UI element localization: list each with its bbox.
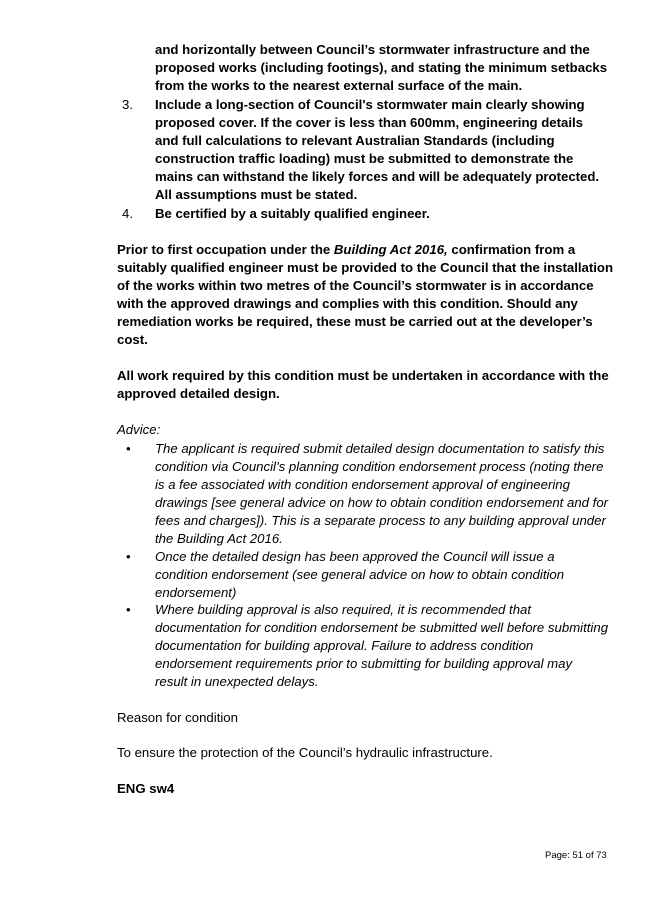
text-line: endorsement) — [155, 585, 237, 600]
text-line: All work required by this condition must be undertaken in accordance with the — [117, 368, 609, 383]
text-line: and horizontally between Council’s stormwater infrastructure and the — [155, 42, 590, 57]
list-number: 4. — [122, 206, 133, 221]
text-line: The applicant is required submit detailed design documentation to satisfy this — [155, 441, 605, 456]
text-line: Once the detailed design has been approved the Council will issue a — [155, 549, 555, 564]
bullet-icon: • — [126, 602, 131, 617]
page-number: Page: 51 of 73 — [545, 850, 607, 861]
text-line: All assumptions must be stated. — [155, 187, 358, 202]
reason-heading: Reason for condition — [117, 710, 238, 725]
text-line: construction traffic loading) must be submitted to demonstrate the — [155, 151, 574, 166]
text-line: Include a long-section of Council's stormwater main clearly showing — [155, 97, 585, 112]
text-line: documentation for building approval. Failure to address condition — [155, 638, 534, 653]
text-line: of the works within two metres of the Council’s stormwater is in accordance — [117, 278, 594, 293]
text-line: from the works to the nearest external surface of the main. — [155, 78, 523, 93]
text-line: proposed cover. If the cover is less than 600mm, engineering details — [155, 115, 584, 130]
condition-code: ENG sw4 — [117, 781, 175, 796]
text-line: mains can withstand the likely forces and will be adequately protected. — [155, 169, 600, 184]
advice-heading: Advice: — [117, 422, 161, 437]
list-number: 3. — [122, 97, 133, 112]
text-span: confirmation from a — [447, 242, 576, 257]
text-line: Be certified by a suitably qualified engineer. — [155, 206, 430, 221]
text-line: result in unexpected delays. — [155, 674, 319, 689]
text-line: cost. — [117, 332, 148, 347]
text-line: the Building Act 2016. — [155, 531, 283, 546]
bullet-icon: • — [126, 441, 131, 456]
text-span: Prior to first occupation under the — [117, 242, 334, 257]
act-name: Building Act 2016, — [333, 242, 448, 257]
text-line: is a fee associated with condition endorsement approval of engineering — [155, 477, 570, 492]
text-line — [117, 241, 575, 259]
text-line: with the approved drawings and complies with this condition. Should any — [117, 296, 578, 311]
text-line: condition via Council’s planning condition endorsement process (noting there — [155, 459, 604, 474]
text-line: suitably qualified engineer must be provided to the Council that the installation — [117, 260, 614, 275]
text-line: and full calculations to relevant Australian Standards (including — [155, 133, 555, 148]
text-line: approved detailed design. — [117, 386, 280, 401]
bullet-icon: • — [126, 549, 131, 564]
text-line: remediation works be required, these must be carried out at the developer’s — [117, 314, 593, 329]
text-line: proposed works (including footings), and stating the minimum setbacks — [155, 60, 608, 75]
text-line: fees and charges]). This is a separate process to any building approval under — [155, 513, 606, 528]
text-line: Where building approval is also required, it is recommended that — [155, 602, 532, 617]
reason-text: To ensure the protection of the Council’s hydraulic infrastructure. — [117, 745, 493, 760]
text-line: documentation for condition endorsement be submitted well before submitting — [155, 620, 609, 635]
text-line: condition endorsement (see general advice on how to obtain condition — [155, 567, 565, 582]
text-line: drawings [see general advice on how to obtain condition endorsement and for — [155, 495, 609, 510]
text-line: endorsement requirements prior to submitting for building approval may — [155, 656, 573, 671]
